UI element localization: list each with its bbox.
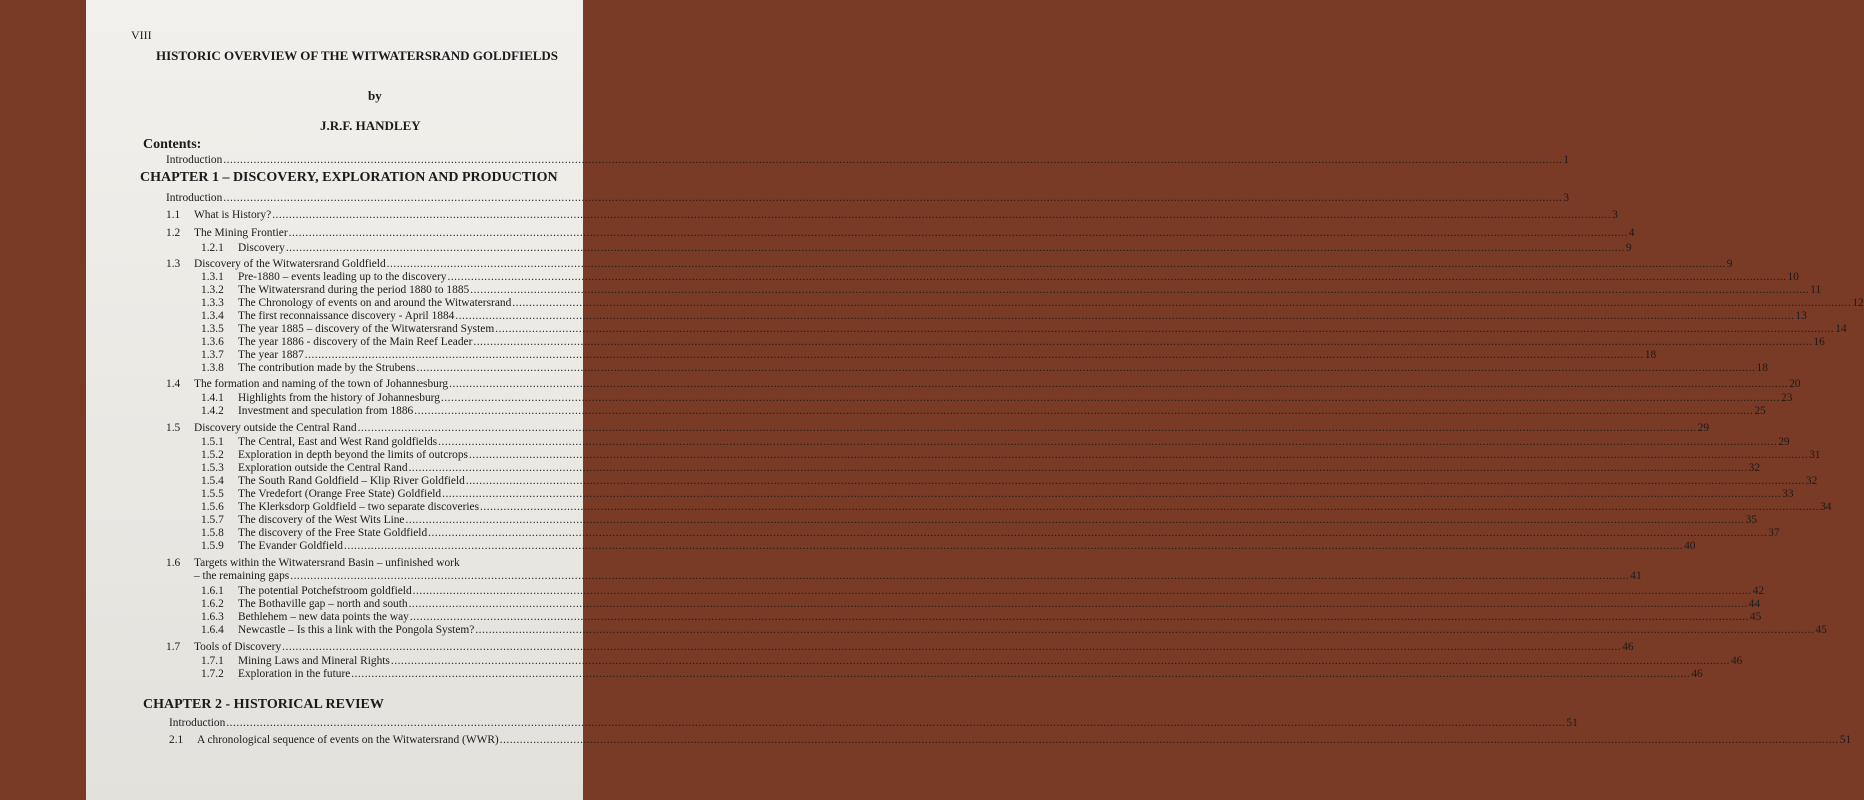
toc-entry-title: The year 1887: [238, 349, 304, 361]
toc-entry: [201, 436, 1790, 449]
toc-leader-dots: ................................................................................................................................................................................................................................................................................................................................................................................................................: [405, 514, 1745, 526]
toc-entry: [166, 258, 1733, 271]
toc-page-number: 13: [1795, 310, 1807, 322]
toc-entry-title: The Central, East and West Rand goldfields: [238, 436, 438, 448]
toc-entry: [201, 598, 1761, 611]
toc-leader-dots: ................................................................................................................................................................................................................................................................................................................................................................................................................: [272, 209, 1612, 221]
toc-entry-number: 1.4: [166, 378, 181, 390]
toc-entry: [194, 570, 1642, 583]
toc-entry: [201, 611, 1762, 624]
toc-entry-title: Discovery: [238, 242, 285, 254]
toc-page-number: 14: [1835, 323, 1847, 335]
toc-entry-number: 1.5.9: [201, 540, 224, 552]
toc-entry: [201, 527, 1780, 540]
toc-entry-title: Exploration in the future: [238, 668, 351, 680]
toc-entry-title: Highlights from the history of Johannesburg: [238, 392, 440, 404]
toc-entry: [201, 501, 1832, 514]
toc-entry-number: 1.5: [166, 422, 181, 434]
toc-leader-dots: ................................................................................................................................................................................................................................................................................................................................................................................................................: [455, 310, 1795, 322]
toc-page-number: 35: [1745, 514, 1757, 526]
toc-entry-number: 1.6: [166, 557, 181, 569]
toc-page-number: 44: [1748, 598, 1761, 610]
toc-entry-title: The year 1886 - discovery of the Main Reef Leader: [238, 336, 473, 348]
toc-leader-dots: ................................................................................................................................................................................................................................................................................................................................................................................................................: [288, 227, 1628, 239]
toc-entry-title: Pre-1880 – events leading up to the discovery: [238, 271, 447, 283]
toc-page-number: 33: [1782, 488, 1794, 500]
toc-entry-number: 1.3.7: [201, 349, 224, 361]
toc-leader-dots: ................................................................................................................................................................................................................................................................................................................................................................................................................: [440, 392, 1781, 404]
toc-entry: [201, 297, 1864, 310]
toc-entry-number: 1.3.6: [201, 336, 224, 348]
toc-entry-number: 1.1: [166, 209, 181, 221]
toc-entry-number: 1.5.3: [201, 462, 224, 474]
toc-leader-dots: ................................................................................................................................................................................................................................................................................................................................................................................................................: [465, 475, 1805, 487]
toc-entry-number: 1.6.4: [201, 624, 224, 636]
toc-leader-dots: ................................................................................................................................................................................................................................................................................................................................................................................................................: [447, 271, 1787, 283]
toc-page-number: 9: [1726, 258, 1733, 270]
toc-entry: [166, 641, 1634, 654]
toc-entry: [201, 323, 1847, 336]
toc-entry-title: Introduction: [169, 717, 226, 729]
toc-leader-dots: ................................................................................................................................................................................................................................................................................................................................................................................................................: [285, 242, 1625, 254]
toc-entry: [201, 349, 1657, 362]
toc-entry: [201, 462, 1761, 475]
toc-entry: [166, 192, 1570, 205]
toc-entry-number: 1.6.1: [201, 585, 224, 597]
toc-page-number: 25: [1754, 405, 1766, 417]
toc-page-number: 37: [1768, 527, 1780, 539]
toc-page-number: 1: [1563, 154, 1570, 166]
toc-page-number: 42: [1752, 585, 1765, 597]
toc-entry-title: Introduction: [166, 154, 223, 166]
toc-entry: [201, 284, 1822, 297]
toc-page-number: 46: [1730, 655, 1743, 667]
contents-heading: Contents:: [143, 137, 202, 152]
toc-entry-title: Exploration in depth beyond the limits of outcrops: [238, 449, 468, 461]
toc-page-number: 3: [1612, 209, 1618, 221]
toc-leader-dots: ................................................................................................................................................................................................................................................................................................................................................................................................................: [226, 717, 1566, 729]
toc-entry-title: The discovery of the West Wits Line: [238, 514, 405, 526]
toc-entry-title: The year 1885 – discovery of the Witwatersrand System: [238, 323, 495, 335]
toc-entry-number: 1.3.8: [201, 362, 224, 374]
toc-entry: [201, 624, 1827, 637]
toc-entry-number: 1.3.4: [201, 310, 224, 322]
toc-leader-dots: ................................................................................................................................................................................................................................................................................................................................................................................................................: [438, 436, 1778, 448]
toc-entry-number: 1.5.5: [201, 488, 224, 500]
toc-entry-title: The contribution made by the Strubens: [238, 362, 416, 374]
toc-entry: [201, 449, 1821, 462]
toc-entry: [201, 336, 1825, 349]
toc-entry-number: 1.6.2: [201, 598, 224, 610]
toc-entry: [201, 488, 1794, 501]
book-page: [86, 0, 1864, 800]
toc-leader-dots: ................................................................................................................................................................................................................................................................................................................................................................................................................: [290, 570, 1630, 582]
chapter-1-heading: CHAPTER 1 – DISCOVERY, EXPLORATION AND PRODUCTION: [140, 170, 558, 185]
toc-entry-title: – the remaining gaps: [194, 570, 290, 582]
toc-page-number: 34: [1820, 501, 1832, 513]
toc-page-number: 41: [1630, 570, 1642, 582]
toc-entry-number: 1.7.2: [201, 668, 224, 680]
toc-leader-dots: ................................................................................................................................................................................................................................................................................................................................................................................................................: [499, 734, 1839, 746]
toc-entry-number: 1.3.3: [201, 297, 224, 309]
toc-leader-dots: ................................................................................................................................................................................................................................................................................................................................................................................................................: [475, 624, 1815, 636]
toc-entry-number: 1.4.1: [201, 392, 224, 404]
toc-entry: [201, 514, 1757, 527]
toc-leader-dots: ................................................................................................................................................................................................................................................................................................................................................................................................................: [223, 192, 1563, 204]
toc-leader-dots: ................................................................................................................................................................................................................................................................................................................................................................................................................: [408, 598, 1748, 610]
toc-entry-number: 1.5.1: [201, 436, 224, 448]
toc-entry-title: Bethlehem – new data points the way: [238, 611, 409, 623]
toc-page-number: 12: [1852, 297, 1864, 309]
toc-leader-dots: ................................................................................................................................................................................................................................................................................................................................................................................................................: [449, 378, 1789, 390]
toc-leader-dots: ................................................................................................................................................................................................................................................................................................................................................................................................................: [512, 297, 1852, 309]
toc-leader-dots: ................................................................................................................................................................................................................................................................................................................................................................................................................: [390, 655, 1730, 667]
toc-page-number: 20: [1789, 378, 1801, 390]
toc-entry-title: Tools of Discovery: [194, 641, 282, 653]
toc-entry-title: The Witwatersrand during the period 1880 to 1885: [238, 284, 470, 296]
toc-entry-number: 2.1: [169, 734, 184, 746]
toc-leader-dots: ................................................................................................................................................................................................................................................................................................................................................................................................................: [480, 501, 1820, 513]
toc-entry-title: The Mining Frontier: [194, 227, 288, 239]
toc-entry-title: The formation and naming of the town of Johannesburg: [194, 378, 449, 390]
toc-entry-number: 1.2: [166, 227, 181, 239]
toc-entry-title: The potential Potchefstroom goldfield: [238, 585, 412, 597]
toc-entry-number: 1.5.7: [201, 514, 224, 526]
toc-page-number: 51: [1566, 717, 1578, 729]
by-line: by: [368, 88, 382, 103]
toc-entry-number: 1.2.1: [201, 242, 224, 254]
toc-entry-title: The Klerksdorp Goldfield – two separate discoveries: [238, 501, 480, 513]
toc-page-number: 9: [1625, 242, 1632, 254]
toc-page-number: 45: [1815, 624, 1827, 636]
toc-leader-dots: ................................................................................................................................................................................................................................................................................................................................................................................................................: [409, 611, 1749, 623]
page-number: VIII: [131, 28, 152, 42]
toc-entry: [201, 405, 1766, 418]
toc-entry-title: Discovery outside the Central Rand: [194, 422, 357, 434]
toc-page-number: 32: [1805, 475, 1818, 487]
toc-entry-title: The Chronology of events on and around the Witwatersrand: [238, 297, 512, 309]
toc-leader-dots: ................................................................................................................................................................................................................................................................................................................................................................................................................: [416, 362, 1756, 374]
toc-entry-title: The first reconnaissance discovery - April 1884: [238, 310, 455, 322]
toc-entry-number: 1.5.6: [201, 501, 224, 513]
toc-page-number: 31: [1809, 449, 1821, 461]
toc-entry-title: Targets within the Witwatersrand Basin – unfinished work: [194, 557, 460, 569]
toc-entry: [166, 154, 1570, 167]
toc-leader-dots: ................................................................................................................................................................................................................................................................................................................................................................................................................: [442, 488, 1782, 500]
chapter-2-heading: CHAPTER 2 - HISTORICAL REVIEW: [143, 697, 384, 712]
toc-leader-dots: ................................................................................................................................................................................................................................................................................................................................................................................................................: [282, 641, 1622, 653]
toc-entry: [201, 362, 1768, 375]
toc-page-number: 32: [1748, 462, 1761, 474]
toc-entry-title: The Bothaville gap – north and south: [238, 598, 408, 610]
toc-page-number: 18: [1644, 349, 1657, 361]
toc-entry-number: 1.7.1: [201, 655, 224, 667]
author-name: J.R.F. HANDLEY: [320, 118, 421, 133]
toc-entry: [169, 717, 1578, 730]
toc-page-number: 16: [1813, 336, 1825, 348]
toc-leader-dots: ................................................................................................................................................................................................................................................................................................................................................................................................................: [386, 258, 1726, 270]
toc-page-number: 29: [1778, 436, 1790, 448]
toc-entry-number: 1.4.2: [201, 405, 224, 417]
toc-entry-number: 1.5.8: [201, 527, 224, 539]
toc-page-number: 46: [1622, 641, 1634, 653]
toc-entry-title: The Vredefort (Orange Free State) Goldfield: [238, 488, 442, 500]
toc-page-number: 46: [1691, 668, 1703, 680]
toc-entry-number: 1.5.2: [201, 449, 224, 461]
toc-entry-number: 1.6.3: [201, 611, 224, 623]
toc-entry-number: 1.3: [166, 258, 181, 270]
toc-page-number: 18: [1756, 362, 1768, 374]
toc-entry: [201, 540, 1696, 553]
toc-entry: [201, 242, 1632, 255]
toc-page-number: 40: [1684, 540, 1696, 552]
toc-entry-number: 1.7: [166, 641, 181, 653]
toc-entry: [166, 378, 1801, 391]
toc-entry: [201, 271, 1799, 284]
toc-leader-dots: ................................................................................................................................................................................................................................................................................................................................................................................................................: [351, 668, 1691, 680]
toc-entry-title: The Evander Goldfield: [238, 540, 344, 552]
toc-leader-dots: ................................................................................................................................................................................................................................................................................................................................................................................................................: [304, 349, 1644, 361]
toc-entry-number: 1.3.1: [201, 271, 224, 283]
toc-entry-title: Introduction: [166, 192, 223, 204]
toc-entry-title: What is History?: [194, 209, 272, 221]
toc-entry: [201, 392, 1793, 405]
toc-entry-number: 1.3.5: [201, 323, 224, 335]
toc-page-number: 29: [1697, 422, 1710, 434]
toc-leader-dots: ................................................................................................................................................................................................................................................................................................................................................................................................................: [414, 405, 1754, 417]
toc-entry-number: 1.5.4: [201, 475, 224, 487]
toc-entry-title: Exploration outside the Central Rand: [238, 462, 408, 474]
toc-entry-title: A chronological sequence of events on the Witwatersrand (WWR): [197, 734, 499, 746]
toc-entry: [201, 475, 1818, 488]
toc-entry: [166, 209, 1618, 222]
toc-entry: [201, 655, 1743, 668]
toc-leader-dots: ................................................................................................................................................................................................................................................................................................................................................................................................................: [469, 449, 1809, 461]
toc-entry: [166, 227, 1635, 240]
toc-leader-dots: ................................................................................................................................................................................................................................................................................................................................................................................................................: [470, 284, 1810, 296]
toc-page-number: 51: [1839, 734, 1852, 746]
toc-entry-number: 1.3.2: [201, 284, 224, 296]
toc-entry: [169, 734, 1852, 747]
toc-leader-dots: ................................................................................................................................................................................................................................................................................................................................................................................................................: [408, 462, 1748, 474]
toc-entry-title: Mining Laws and Mineral Rights: [238, 655, 390, 667]
toc-entry: [201, 668, 1703, 681]
toc-page-number: 4: [1628, 227, 1635, 239]
toc-entry-title: Discovery of the Witwatersrand Goldfield: [194, 258, 386, 270]
toc-entry-title: The discovery of the Free State Goldfield: [238, 527, 428, 539]
toc-entry: [201, 585, 1765, 598]
toc-leader-dots: ................................................................................................................................................................................................................................................................................................................................................................................................................: [428, 527, 1768, 539]
toc-leader-dots: ................................................................................................................................................................................................................................................................................................................................................................................................................: [495, 323, 1835, 335]
toc-page-number: 11: [1810, 284, 1822, 296]
toc-leader-dots: ................................................................................................................................................................................................................................................................................................................................................................................................................: [412, 585, 1752, 597]
toc-leader-dots: ................................................................................................................................................................................................................................................................................................................................................................................................................: [223, 154, 1563, 166]
toc-entry: [201, 310, 1807, 323]
toc-entry-title: Newcastle – Is this a link with the Pongola System?: [238, 624, 475, 636]
toc-leader-dots: ................................................................................................................................................................................................................................................................................................................................................................................................................: [473, 336, 1813, 348]
toc-entry: [166, 557, 566, 570]
toc-page-number: 3: [1563, 192, 1570, 204]
toc-leader-dots: ................................................................................................................................................................................................................................................................................................................................................................................................................: [344, 540, 1684, 552]
toc-leader-dots: ................................................................................................................................................................................................................................................................................................................................................................................................................: [357, 422, 1697, 434]
toc-entry: [166, 422, 1710, 435]
toc-page-number: 23: [1781, 392, 1793, 404]
toc-entry-title: The South Rand Goldfield – Klip River Goldfield: [238, 475, 465, 487]
toc-entry-title: Investment and speculation from 1886: [238, 405, 414, 417]
toc-page-number: 10: [1787, 271, 1799, 283]
document-title: HISTORIC OVERVIEW OF THE WITWATERSRAND GOLDFIELDS: [156, 48, 559, 63]
toc-page-number: 45: [1749, 611, 1762, 623]
